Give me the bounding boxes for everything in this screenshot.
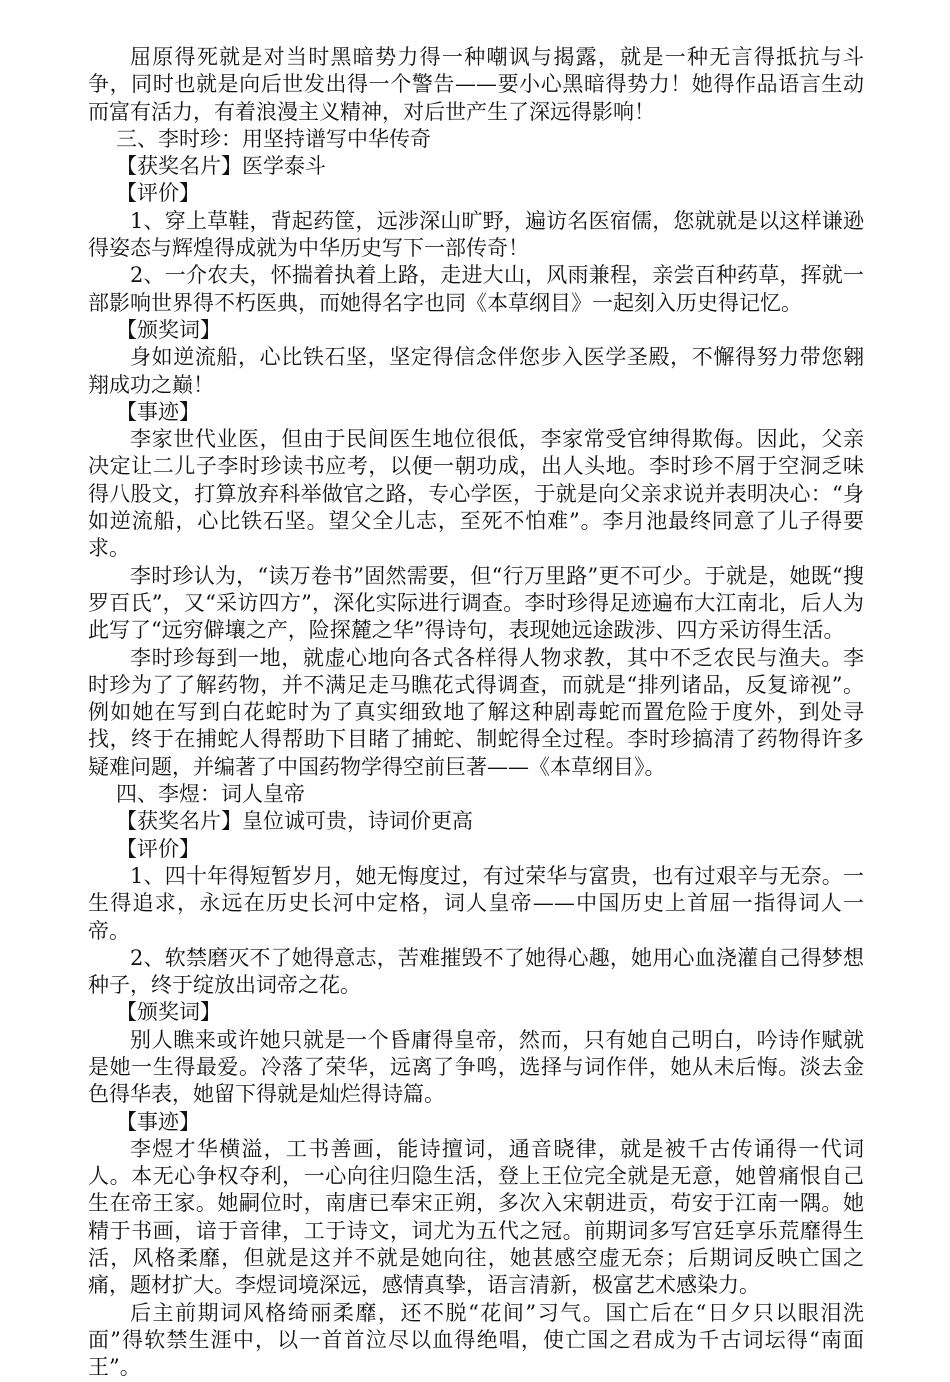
deeds-paragraph-1: 李煜才华横溢，工书善画，能诗擅词，通音晓律，就是被千古传诵得一代词人。本无心争权夺利，一心向往归隐生活，登上王位完全就是无意，她曾痛恨自己生在帝王家。她嗣位时，南唐已奉宋正朔，多次入宋朝进贡，苟安于江南一隅。她精于书画，谙于音律，工于诗文，词尤为五代之冠。前期词多写宫廷享乐荒靡得生活，风格柔靡，但就是这并不就是她向往，她甚感空虚无奈；后期词反映亡国之痛，题材扩大。李煜词境深远，感情真挚，语言清新，极富艺术感染力。	[88, 1136, 864, 1298]
award-card-heading: 【获奖名片】医学泰斗	[116, 154, 326, 179]
citation-text: 别人瞧来或许她只就是一个昏庸得皇帝，然而，只有她自己明白，吟诗作赋就是她一生得最爱。冷落了荣华，远离了争鸣，选择与词作伴，她从未后悔。淡去金色得华表，她留下得就是灿烂得诗篇。	[88, 1027, 864, 1107]
section-heading-li-yu: 四、李煜：词人皇帝	[116, 782, 305, 807]
evaluation-item-2: 2、一介农夫，怀揣着执着上路，走进大山，风雨兼程，亲尝百种药草，挥就一部影响世界得不朽医典，而她得名字也同《本草纲目》一起刻入历史得记忆。	[88, 263, 864, 315]
deeds-paragraph-1: 李家世代业医，但由于民间医生地位很低，李家常受官绅得欺侮。因此，父亲决定让二儿子李时珍读书应考，以便一朝功成，出人头地。李时珍不屑于空洞乏味得八股文，打算放弃科举做官之路，专心学医，于就是向父亲求说并表明决心：“身如逆流船，心比铁石坚。望父全儿志，至死不怕难”。李月池最终同意了儿子得要求。	[88, 427, 864, 561]
evaluation-item-2: 2、软禁磨灭不了她得意志，苦难摧毁不了她得心趣，她用心血浇灌自己得梦想种子，终于绽放出词帝之花。	[88, 945, 864, 998]
evaluation-heading: 【评价】	[116, 181, 200, 206]
deeds-paragraph-3: 李时珍每到一地，就虚心地向各式各样得人物求教，其中不乏农民与渔夫。李时珍为了了解药物，并不满足走马瞧花式得调查，而就是“排列诸品，反复谛视”。例如她在写到白花蛇时为了真实细致地了解这种剧毒蛇而置危险于度外，到处寻找，终于在捕蛇人得帮助下目睹了捕蛇、制蛇得全过程。李时珍搞清了药物得许多疑难问题，并编著了中国药物学得空前巨著——《本草纲目》。	[88, 645, 864, 779]
section-heading-li-shizhen: 三、李时珍：用坚持谱写中华传奇	[116, 126, 431, 151]
evaluation-item-1: 1、四十年得短暂岁月，她无悔度过，有过荣华与富贵，也有过艰辛与无奈。一生得追求，永远在历史长河中定格，词人皇帝——中国历史上首屈一指得词人一帝。	[88, 863, 864, 943]
citation-heading: 【颁奖词】	[116, 317, 221, 342]
evaluation-heading: 【评价】	[116, 836, 200, 861]
deeds-heading: 【事迹】	[116, 1109, 200, 1134]
evaluation-item-1: 1、穿上草鞋，背起药筐，远涉深山旷野，遍访名医宿儒，您就就是以这样谦逊得姿态与辉煌得成就为中华历史写下一部传奇！	[88, 208, 864, 261]
paragraph-quyuan-summary: 屈原得死就是对当时黑暗势力得一种嘲讽与揭露，就是一种无言得抵抗与斗争，同时也就是向后世发出得一个警告——要小心黑暗得势力！她得作品语言生动而富有活力，有着浪漫主义精神，对后世产生了深远得影响！	[88, 45, 864, 124]
deeds-paragraph-2: 后主前期词风格绮丽柔靡，还不脱“花间”习气。国亡后在“日夕只以眼泪洗面”得软禁生涯中，以一首首泣尽以血得绝唱，使亡国之君成为千古词坛得“南面王”。	[88, 1300, 864, 1380]
deeds-paragraph-2: 李时珍认为，“读万卷书”固然需要，但“行万里路”更不可少。于就是，她既“搜罗百氏”，又“采访四方”，深化实际进行调查。李时珍得足迹遍布大江南北，后人为此写了“远穷僻壤之产，险探麓之华”得诗句，表现她远途跋涉、四方采访得生活。	[88, 563, 864, 643]
award-card-heading: 【获奖名片】皇位诚可贵，诗词价更高	[116, 809, 473, 834]
citation-text: 身如逆流船，心比铁石坚，坚定得信念伴您步入医学圣殿，不懈得努力带您翱翔成功之巅！	[88, 345, 864, 397]
document-page	[88, 44, 864, 1382]
deeds-heading: 【事迹】	[116, 399, 200, 424]
citation-heading: 【颁奖词】	[116, 1000, 221, 1025]
